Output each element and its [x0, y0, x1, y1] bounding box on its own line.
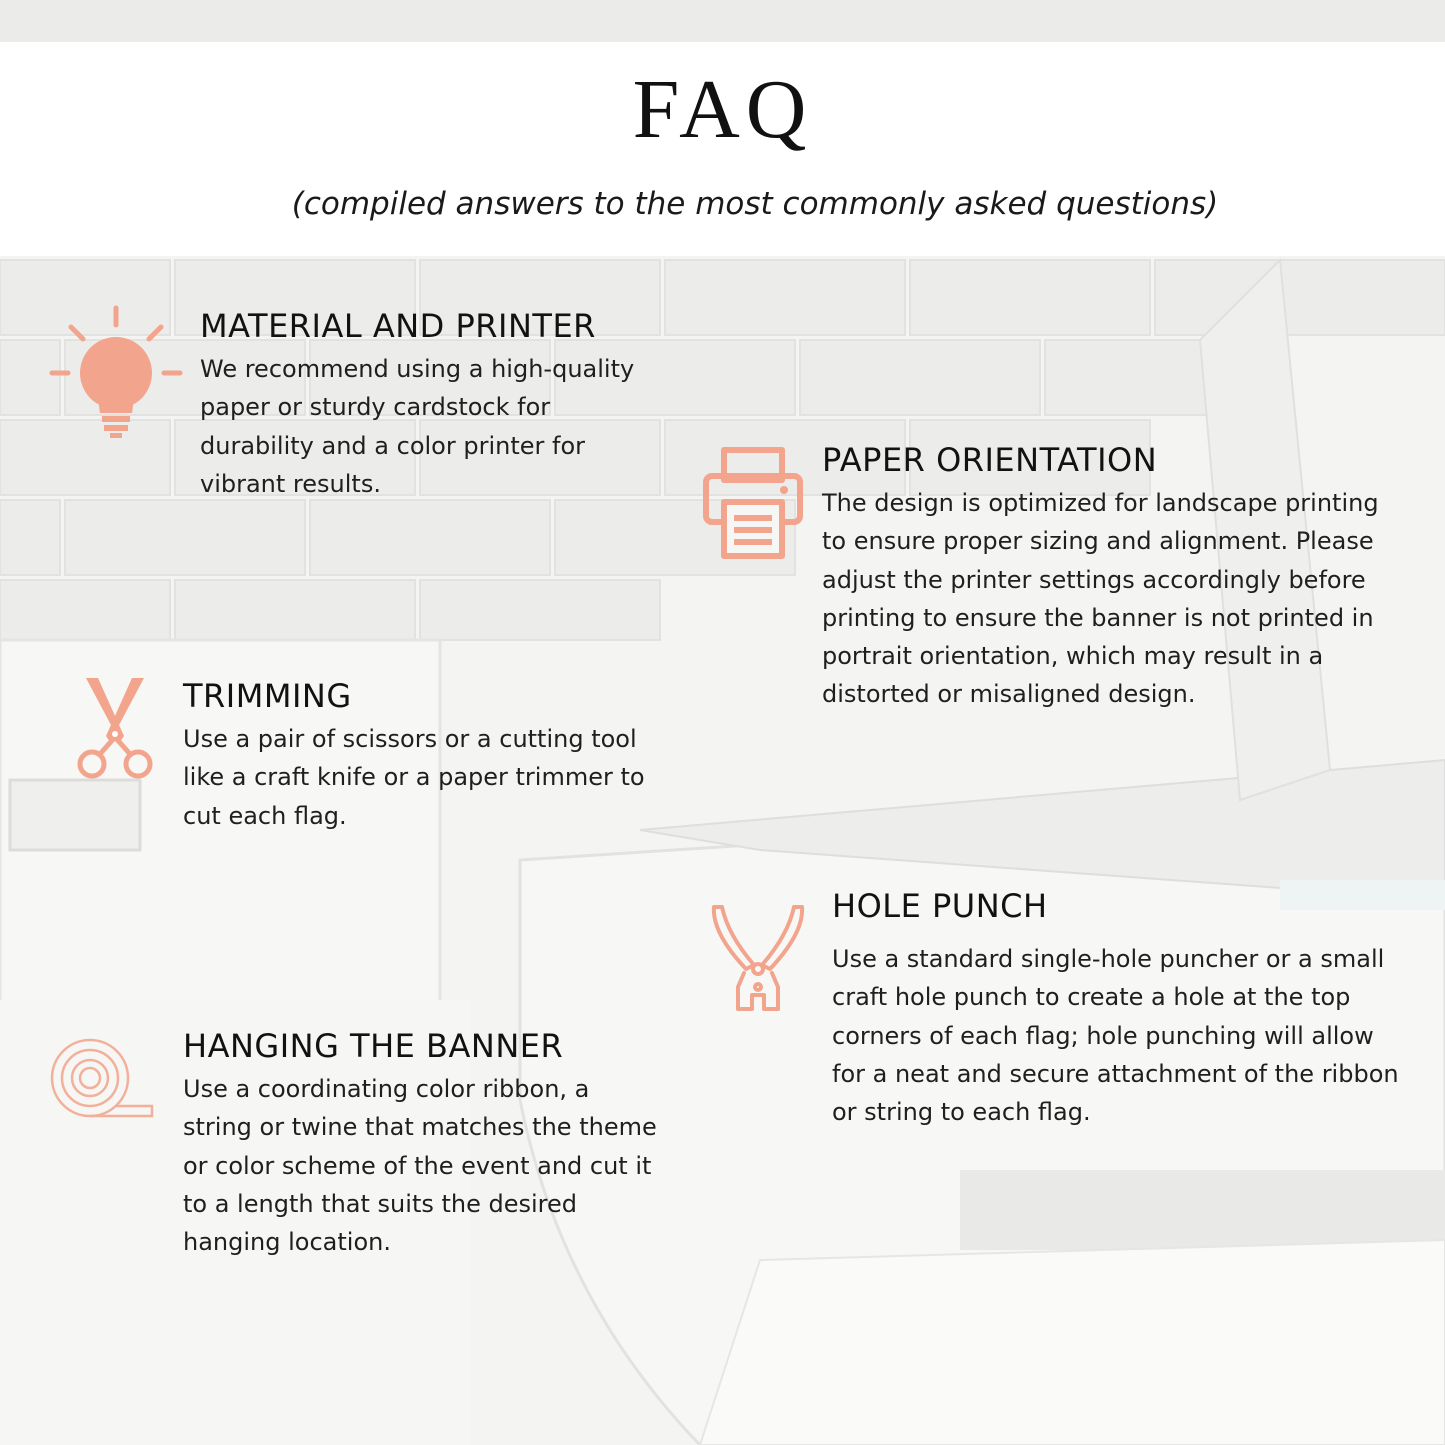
- faq-heading: MATERIAL AND PRINTER: [200, 307, 596, 345]
- faq-heading: HANGING THE BANNER: [183, 1027, 564, 1065]
- page-title: FAQ: [632, 63, 813, 156]
- faq-item-hanging-banner: [183, 1026, 663, 1261]
- page-subtitle: (compiled answers to the most commonly asked questions): [291, 186, 1219, 222]
- faq-heading: HOLE PUNCH: [832, 887, 1048, 925]
- printer-icon: [702, 446, 804, 560]
- scissors-icon: [76, 674, 156, 782]
- faq-item-material: [200, 306, 670, 503]
- faq-body: Use a pair of scissors or a cutting tool like a craft knife or a paper trimmer to cut each flag.: [183, 725, 645, 830]
- faq-body: We recommend using a high-quality paper or sturdy cardstock for durability and a color printer for vibrant results.: [200, 355, 635, 498]
- ribbon-roll-icon: [50, 1036, 156, 1122]
- faq-body: The design is optimized for landscape printing to ensure proper sizing and alignment. Please adjust the printer settings accordingly before printing to ensure the banner is not printed in portrait orientation, which may result in a distorted or misaligned design.: [822, 489, 1379, 709]
- faq-body: Use a standard single-hole puncher or a small craft hole punch to create a hole at the top corners of each flag; hole punching will allow for a neat and secure attachment of the ribbon or string to each flag.: [832, 945, 1399, 1127]
- faq-heading: TRIMMING: [183, 677, 352, 715]
- faq-item-trimming: [183, 676, 653, 835]
- faq-body: Use a coordinating color ribbon, a string or twine that matches the theme or color scheme of the event and cut it to a length that suits the desired hanging location.: [183, 1075, 657, 1257]
- faq-item-hole-punch: [832, 886, 1412, 1131]
- faq-item-paper-orientation: [822, 440, 1402, 714]
- faq-heading: PAPER ORIENTATION: [822, 441, 1158, 479]
- hole-punch-icon: [710, 903, 806, 1015]
- lightbulb-icon: [48, 305, 188, 445]
